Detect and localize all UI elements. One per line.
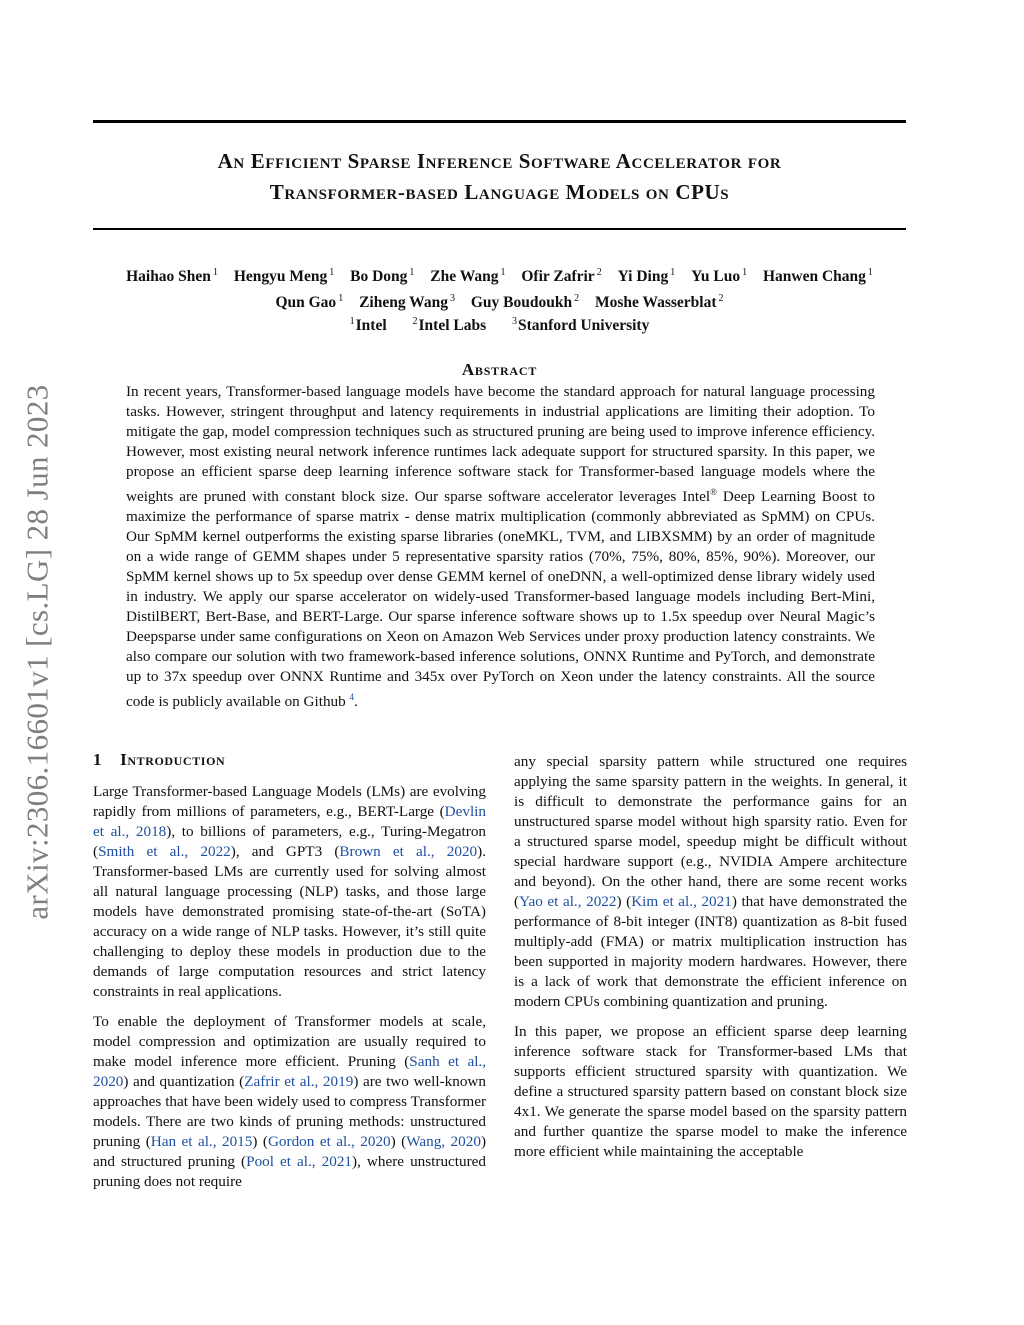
citation-link[interactable]: Sanh et al., 2020 — [93, 1053, 487, 1090]
citation-link[interactable]: Pool et al., 2021 — [246, 1153, 353, 1170]
title-line-1: An Efficient Sparse Inference Software Accelerator for — [217, 149, 782, 173]
title-line-2: Transformer-based Language Models on CPUs — [269, 180, 730, 204]
author: Guy Boudoukh $^2$ — [470, 293, 580, 311]
citation-link[interactable]: Gordon et al., 2020 — [267, 1133, 391, 1150]
author: Zhe Wang $^1$ — [430, 267, 506, 285]
affiliation: $^2$Intel Labs — [412, 316, 487, 334]
intro-paragraph-1: Large Transformer-based Language Models (LMs) are evolving rapidly from millions of parameters, e.g., BERT-Large (Devlin et al., 2018), to billions of parameters, e.g., Turing-Megatron (Smith et al., 2022), and GPT3 (Brown et al., 2020). Transformer-based LMs are currently used for solving almost all natural language processing (NLP) tasks, and those large models have demonstrated promising state-of-the-art (SoTA) accuracy on a wide range of NLP tasks. However, it’s still quite challenging to deploy these models in production due to the demands of large computation resources and strict latency constraints in real applications. — [93, 783, 487, 1000]
right-column — [514, 752, 907, 1172]
author: Hengyu Meng $^1$ — [233, 267, 335, 285]
abstract-body: In recent years, Transformer-based language models have become the standard approach for natural language processing tasks. However, stringent throughput and latency requirements in industrial applications are limiting their adoption. To mitigate the gap, model compression techniques such as structured pruning are being used to improve inference efficiency. However, most existing neural network inference runtimes lack adequate support for structured sparsity. In this paper, we propose an efficient sparse deep learning inference software stack for Transformer-based language models where the weights are pruned with constant block size. Our sparse software accelerator leverages Intel® Deep Learning Boost to maximize the performance of sparse matrix - dense matrix multiplication (commonly abbreviated as SpMM) on CPUs. Our SpMM kernel outperforms the existing sparse libraries (oneMKL, TVM, and LIBXSMM) by an order of magnitude on a wide range of GEMM shapes under 5 representative sparsity ratios (70%, 75%, 80%, 85%, 90%). Moreover, our SpMM kernel shows up to 5x speedup over dense GEMM kernel of oneDNN, a well-optimized dense library widely used in industry. We apply our sparse accelerator on widely-used Transformer-based language models including Bert-Mini, DistilBERT, Bert-Base, and BERT-Large. Our sparse inference software shows up to 1.5x speedup over Neural Magic’s Deepsparse under same configurations on Xeon on Amazon Web Services under proxy production latency constraints. We also compare our solution with two framework-based inference solutions, ONNX Runtime and PyTorch, and demonstrate up to 37x speedup over ONNX Runtime and 345x over PyTorch on Xeon under the latency constraints. All the source code is publicly available on Github $^4$. — [126, 383, 875, 710]
footnote-link[interactable]: 4 — [349, 692, 355, 702]
registered-mark: ® — [710, 487, 717, 497]
author: Hanwen Chang $^1$ — [762, 267, 873, 285]
intro-paragraph-2: To enable the deployment of Transformer models at scale, model compression and optimization are usually required to make model inference more efficient. Pruning (Sanh et al., 2020) and quantization (Zafrir et al., 2019) are two well-known approaches that have been widely used to compress Transformer models. There are two kinds of pruning methods: unstructured pruning (Han et al., 2015) (Gordon et al., 2020) (Wang, 2020) and structured pruning (Pool et al., 2021), where unstructured pruning does not require — [93, 1013, 487, 1190]
citation-link[interactable]: Wang, 2020 — [406, 1133, 481, 1150]
author-row-1 — [93, 262, 906, 288]
citation-link[interactable]: Zafrir et al., 2019 — [244, 1073, 354, 1090]
affiliation: $^3$Stanford University — [512, 316, 650, 334]
affiliation: $^1$Intel — [349, 316, 387, 334]
arxiv-side-stamp — [2, 362, 74, 942]
author: Ziheng Wang $^3$ — [359, 293, 455, 311]
title-top-rule — [93, 120, 906, 123]
section-heading-introduction: 1 Introduction — [93, 750, 226, 769]
author: Haihao Shen $^1$ — [126, 267, 218, 285]
title-bottom-rule — [93, 228, 906, 230]
left-column — [93, 750, 486, 1202]
author-row-2 — [93, 288, 906, 314]
author-list — [93, 262, 906, 314]
intro-paragraph-3: any special sparsity pattern while structured one requires applying the same sparsity pattern in the weights. In general, it is difficult to demonstrate the performance gains for an unstructured sparse model without high sparsity ratio. Even for a structured sparse model, speedup might be difficult without special hardware support (e.g., NVIDIA Ampere architecture and beyond). On the other hand, there are some recent works (Yao et al., 2022) (Kim et al., 2021) that have demonstrated the performance of 8-bit integer (INT8) quantization as 8-bit fused multiply-add (FMA) or matrix multiplication instruction has been supported in majority modern hardwares. However, there is a lack of work that demonstrate the efficient inference on modern CPUs combining quantization and pruning. — [514, 753, 908, 1010]
author: Yu Luo $^1$ — [691, 267, 748, 285]
paper-title — [93, 146, 906, 208]
citation-link[interactable]: Kim et al., 2021 — [631, 893, 732, 910]
abstract-heading: Abstract — [461, 360, 538, 379]
citation-link[interactable]: Han et al., 2015 — [150, 1133, 253, 1150]
citation-link[interactable]: Yao et al., 2022 — [519, 893, 617, 910]
author: Yi Ding $^1$ — [617, 267, 676, 285]
author: Bo Dong $^1$ — [350, 267, 415, 285]
citation-link[interactable]: Smith et al., 2022 — [98, 843, 231, 860]
intro-paragraph-4: In this paper, we propose an efficient sparse deep learning inference software stack for Transformer-based LMs that supports efficient structured sparsity with quantization. We define a structured sparsity pattern based on constant block size 4x1. We generate the sparse model based on the sparsity pattern and further quantize the sparse model to make the inference more efficient while maintaining the acceptable — [514, 1023, 907, 1160]
citation-link[interactable]: Devlin et al., 2018 — [93, 803, 486, 840]
author: Moshe Wasserblat $^2$ — [594, 293, 724, 311]
affiliation-list — [93, 316, 906, 335]
author: Qun Gao $^1$ — [275, 293, 344, 311]
citation-link[interactable]: Brown et al., 2020 — [339, 843, 478, 860]
author: Ofir Zafrir $^2$ — [521, 267, 602, 285]
arxiv-identifier: arXiv:2306.16601v1 [cs.LG] 28 Jun 2023 — [20, 384, 56, 920]
